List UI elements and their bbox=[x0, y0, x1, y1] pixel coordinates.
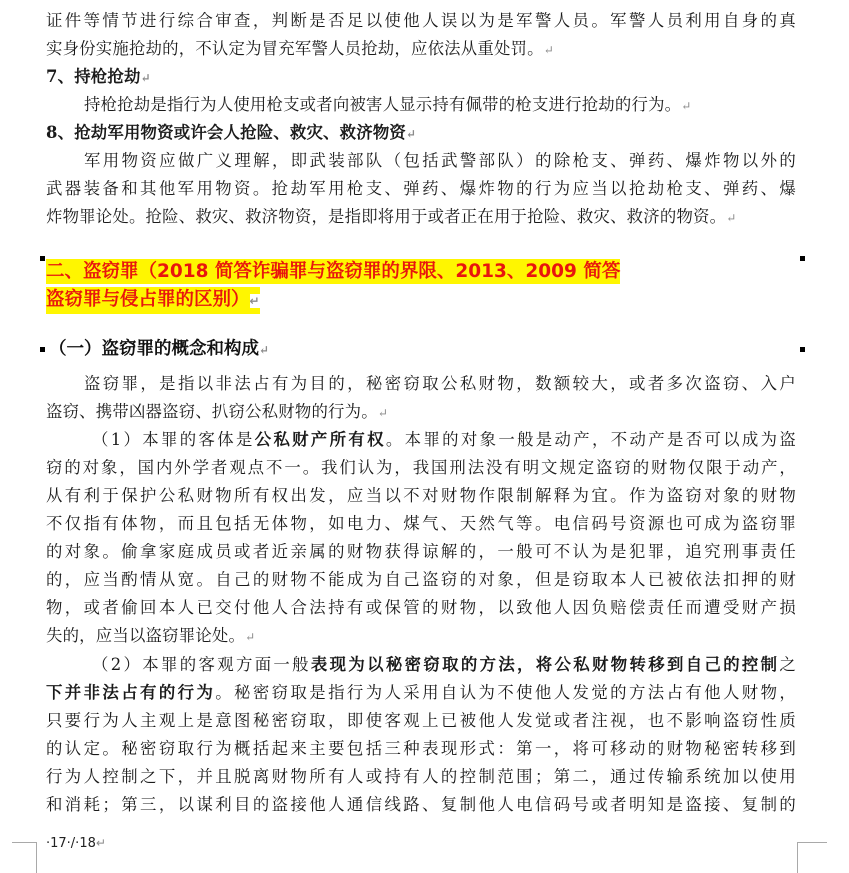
body-line: 和消耗；第三，以谋利目的盗接他人通信线路、复制他人电信码号或者明知是盗接、复制的 bbox=[46, 795, 796, 814]
paragraph-mark: ↵ bbox=[245, 630, 256, 644]
bold-text: 表现为以秘密窃取的方法，将公私财物转移到自己的控制 bbox=[310, 655, 780, 674]
paragraph-mark: ↵ bbox=[259, 343, 270, 357]
paragraph-mark: ↵ bbox=[681, 99, 692, 113]
crop-mark bbox=[797, 842, 827, 843]
crop-mark bbox=[36, 842, 37, 873]
body-line: 行为人控制之下，并且脱离财物所有人或持有人的控制范围；第二，通过传输系统加以使用 bbox=[46, 767, 796, 786]
body-line: （2）本罪的客观方面一般表现为以秘密窃取的方法，将公私财物转移到自己的控制之 bbox=[92, 655, 797, 674]
section-heading-line2: 盗窃罪与侵占罪的区别）↵ bbox=[46, 287, 260, 314]
body-line: 的对象。偷拿家庭成员或者近亲属的财物获得谅解的，一般可不认为是犯罪，追究刑事责任 bbox=[46, 542, 796, 561]
selection-handle[interactable] bbox=[40, 347, 45, 352]
bold-text: 公私财产所有权 bbox=[254, 430, 386, 449]
body-line: 不仅指有体物，而且包括无体物，如电力、煤气、天然气等。电信码号资源也可成为盗窃罪 bbox=[46, 514, 796, 533]
body-line: 军用物资应做广义理解，即武装部队（包括武警部队）的除枪支、弹药、爆炸物以外的 bbox=[84, 151, 796, 170]
paragraph-mark: ↵ bbox=[543, 43, 554, 57]
body-line: 从有利于保护公私财物所有权出发，应当以不对财物作限制解释为宜。作为盗窃对象的财物 bbox=[46, 486, 796, 505]
subheading: （一）盗窃罪的概念和构成↵ bbox=[49, 339, 270, 359]
body-line: 只要行为人主观上是意图秘密窃取，即使客观上已被他人发觉或者注视，也不影响盗窃性质 bbox=[46, 711, 796, 730]
body-line: 实身份实施抢劫的，不认定为冒充军警人员抢劫，应依法从重处罚。↵ bbox=[46, 39, 554, 58]
heading-7: 7、持枪抢劫↵ bbox=[46, 67, 151, 86]
selection-handle[interactable] bbox=[40, 256, 45, 261]
body-line: 盗窃罪，是指以非法占有为目的，秘密窃取公私财物，数额较大，或者多次盗窃、入户 bbox=[84, 374, 796, 393]
paragraph-mark: ↵ bbox=[140, 71, 151, 85]
body-line: 的认定。秘密窃取行为概括起来主要包括三种表现形式：第一，将可移动的财物秘密转移到 bbox=[46, 739, 796, 758]
body-line: 失的，应当以盗窃罪论处。↵ bbox=[46, 626, 256, 645]
selection-handle[interactable] bbox=[800, 256, 805, 261]
body-line: 窃的对象，国内外学者观点不一。我们认为，我国刑法没有明文规定盗窃的财物仅限于动产， bbox=[46, 458, 796, 477]
body-line: 物，或者偷回本人已交付他人合法持有或保管的财物，以致他人因负赔偿责任而遭受财产损 bbox=[46, 598, 796, 617]
selection-handle[interactable] bbox=[800, 347, 805, 352]
paragraph-mark: ↵ bbox=[377, 406, 389, 420]
paragraph-mark: ↵ bbox=[406, 127, 417, 141]
body-line: 的，应当酌情从宽。自己的财物不能成为自己盗窃的对象，但是窃取本人已被依法扣押的财 bbox=[46, 570, 796, 589]
page-footer: ·17·/·18↵ bbox=[46, 836, 106, 851]
body-line: 武器装备和其他军用物资。抢劫军用枪支、弹药、爆炸物的行为应当以抢劫枪支、弹药、爆 bbox=[46, 179, 796, 198]
section-heading-line1: 二、盗窃罪（2018 简答诈骗罪与盗窃罪的界限、2013、2009 简答 bbox=[46, 261, 621, 282]
body-line: 炸物罪论处。抢险、救灾、救济物资，是指即将用于或者正在用于抢险、救灾、救济的物资。↵ bbox=[46, 207, 737, 226]
crop-mark bbox=[797, 842, 798, 873]
body-line: （1）本罪的客体是公私财产所有权。本罪的对象一般是动产，不动产是否可以成为盗 bbox=[92, 430, 797, 449]
body-line: 下并非法占有的行为。秘密窃取是指行为人采用自认为不使他人发觉的方法占有他人财物， bbox=[46, 683, 796, 702]
body-line: 持枪抢劫是指行为人使用枪支或者向被害人显示持有佩带的枪支进行抢劫的行为。↵ bbox=[84, 95, 692, 114]
crop-mark bbox=[12, 842, 36, 843]
heading-8: 8、抢劫军用物资或许会人抢险、救灾、救济物资↵ bbox=[46, 123, 417, 142]
bold-text: 下并非法占有的行为 bbox=[46, 683, 216, 702]
body-line: 证件等情节进行综合审查，判断是否足以使他人误以为是军警人员。军警人员利用自身的真 bbox=[46, 11, 796, 30]
paragraph-mark: ↵ bbox=[95, 836, 106, 850]
paragraph-mark: ↵ bbox=[726, 211, 737, 225]
paragraph-mark: ↵ bbox=[249, 294, 260, 308]
body-line: 盗窃、携带凶器盗窃、扒窃公私财物的行为。↵ bbox=[46, 402, 389, 421]
